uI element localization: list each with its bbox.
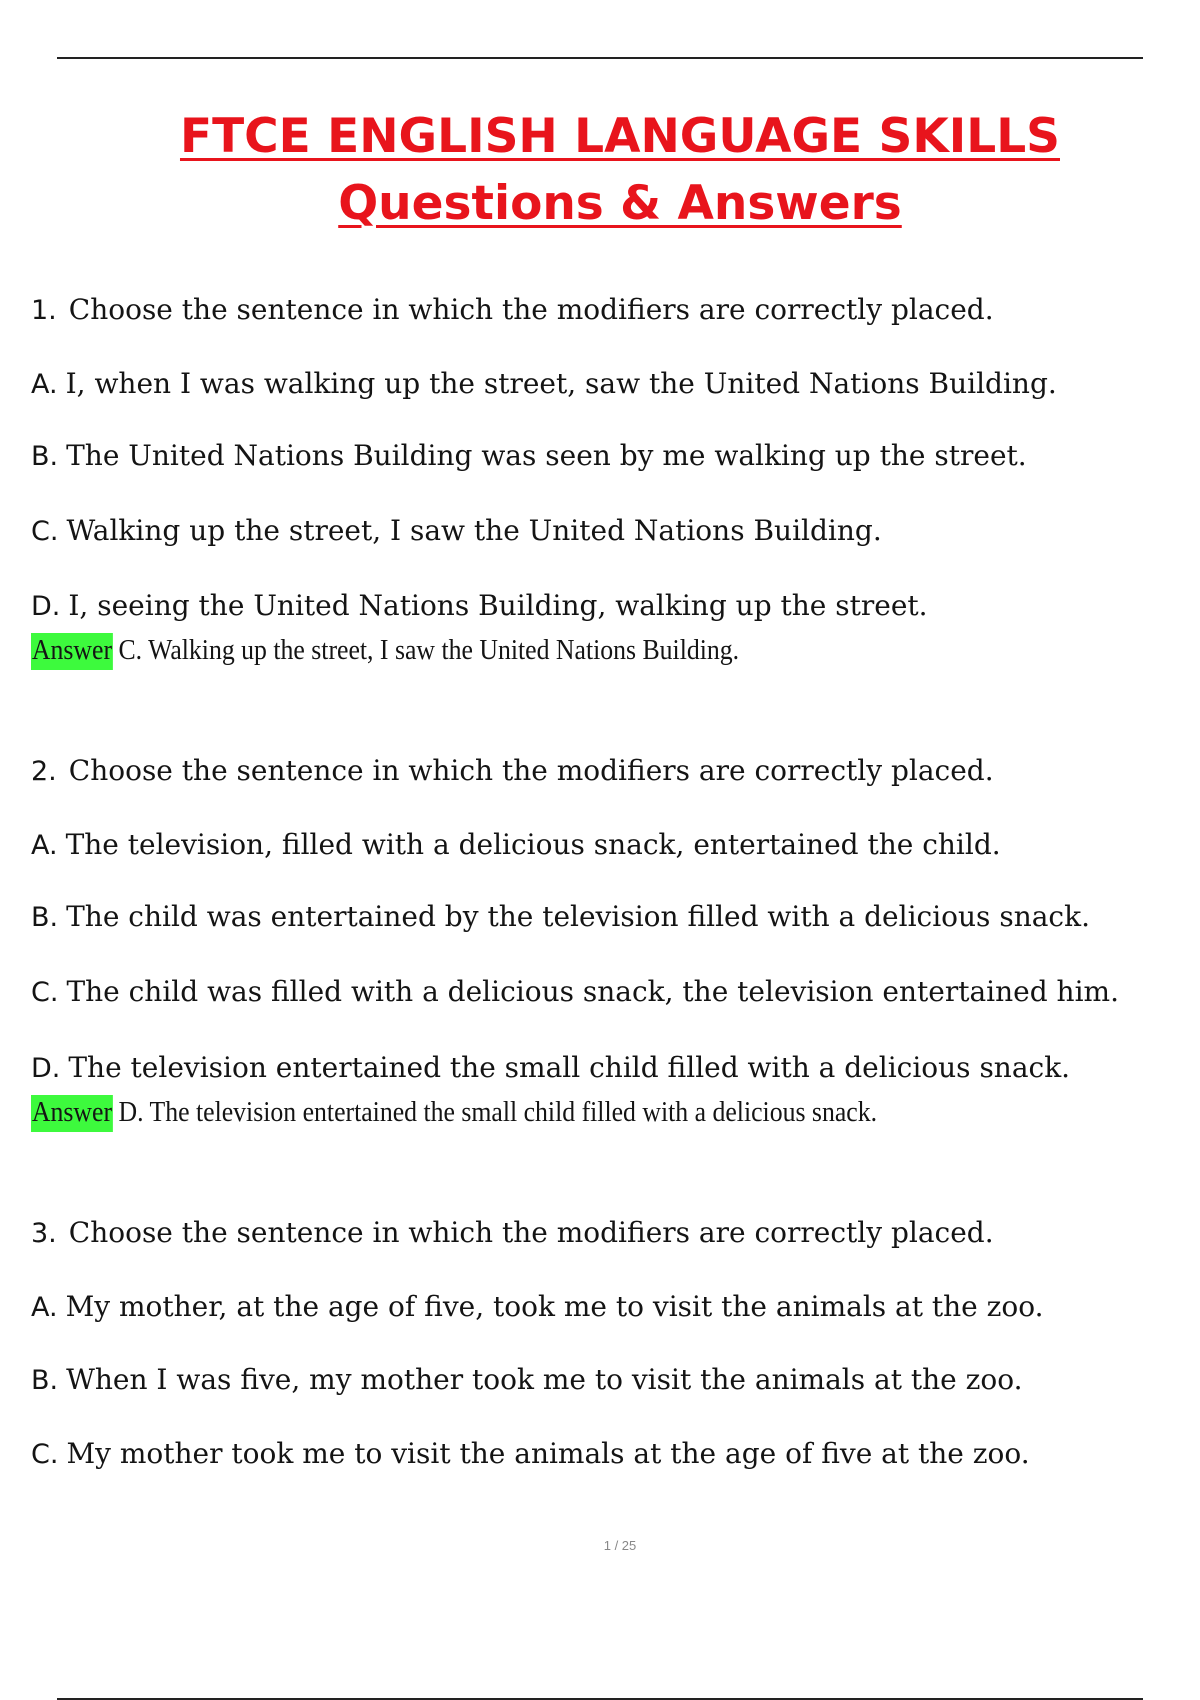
question-text: Choose the sentence in which the modifiers are correctly placed. (68, 1216, 994, 1249)
option-letter: B. (31, 441, 59, 472)
option-letter: C. (31, 1439, 59, 1470)
document-title-line-2: Questions & Answers (338, 176, 902, 231)
option-text: The child was entertained by the television filled with a delicious snack. (66, 900, 1090, 933)
answer-text: C. Walking up the street, I saw the United Nations Building. (118, 635, 740, 666)
option-letter: B. (31, 1365, 59, 1396)
option-c (31, 1437, 1030, 1470)
answer-text: D. The television entertained the small child filled with a delicious snack. (118, 1097, 878, 1128)
option-b (31, 439, 1027, 472)
option-letter: A. (31, 369, 58, 400)
option-b (31, 900, 1090, 933)
option-letter: D. (31, 591, 61, 622)
question-prompt (31, 754, 994, 787)
option-text: My mother took me to visit the animals at the age of five at the zoo. (66, 1437, 1030, 1470)
option-text: The child was filled with a delicious snack, the television entertained him. (66, 975, 1119, 1008)
option-letter: D. (31, 1053, 61, 1084)
option-text: The United Nations Building was seen by me walking up the street. (66, 439, 1027, 472)
question-text: Choose the sentence in which the modifiers are correctly placed. (68, 754, 994, 787)
question-prompt (31, 293, 994, 326)
option-d (31, 589, 928, 622)
option-text: My mother, at the age of five, took me to visit the animals at the zoo. (65, 1290, 1044, 1323)
option-text: The television, filled with a delicious snack, entertained the child. (65, 828, 1001, 861)
option-a (31, 828, 1001, 861)
option-a (31, 1290, 1044, 1323)
option-letter: C. (31, 516, 59, 547)
option-letter: C. (31, 977, 59, 1008)
answer-line (31, 1099, 877, 1127)
answer-line (31, 637, 739, 665)
question-number: 1. (31, 295, 57, 326)
option-d (31, 1051, 1071, 1084)
top-rule (57, 57, 1143, 59)
document-title-line-1: FTCE ENGLISH LANGUAGE SKILLS (179, 109, 1060, 164)
answer-label: Answer (31, 1095, 113, 1132)
option-c (31, 975, 1119, 1008)
question-prompt (31, 1216, 994, 1249)
option-b (31, 1363, 1023, 1396)
question-number: 3. (31, 1218, 57, 1249)
option-letter: A. (31, 1292, 58, 1323)
option-text: When I was five, my mother took me to visit the animals at the zoo. (66, 1363, 1023, 1396)
option-text: I, when I was walking up the street, saw the United Nations Building. (65, 367, 1057, 400)
option-letter: A. (31, 830, 58, 861)
question-number: 2. (31, 756, 57, 787)
option-a (31, 367, 1057, 400)
option-text: Walking up the street, I saw the United Nations Building. (66, 514, 882, 547)
option-letter: B. (31, 902, 59, 933)
option-text: The television entertained the small child filled with a delicious snack. (68, 1051, 1071, 1084)
answer-label: Answer (31, 633, 113, 670)
page-indicator: 1 / 25 (603, 1538, 637, 1553)
option-c (31, 514, 882, 547)
question-text: Choose the sentence in which the modifiers are correctly placed. (68, 293, 994, 326)
option-text: I, seeing the United Nations Building, walking up the street. (68, 589, 928, 622)
